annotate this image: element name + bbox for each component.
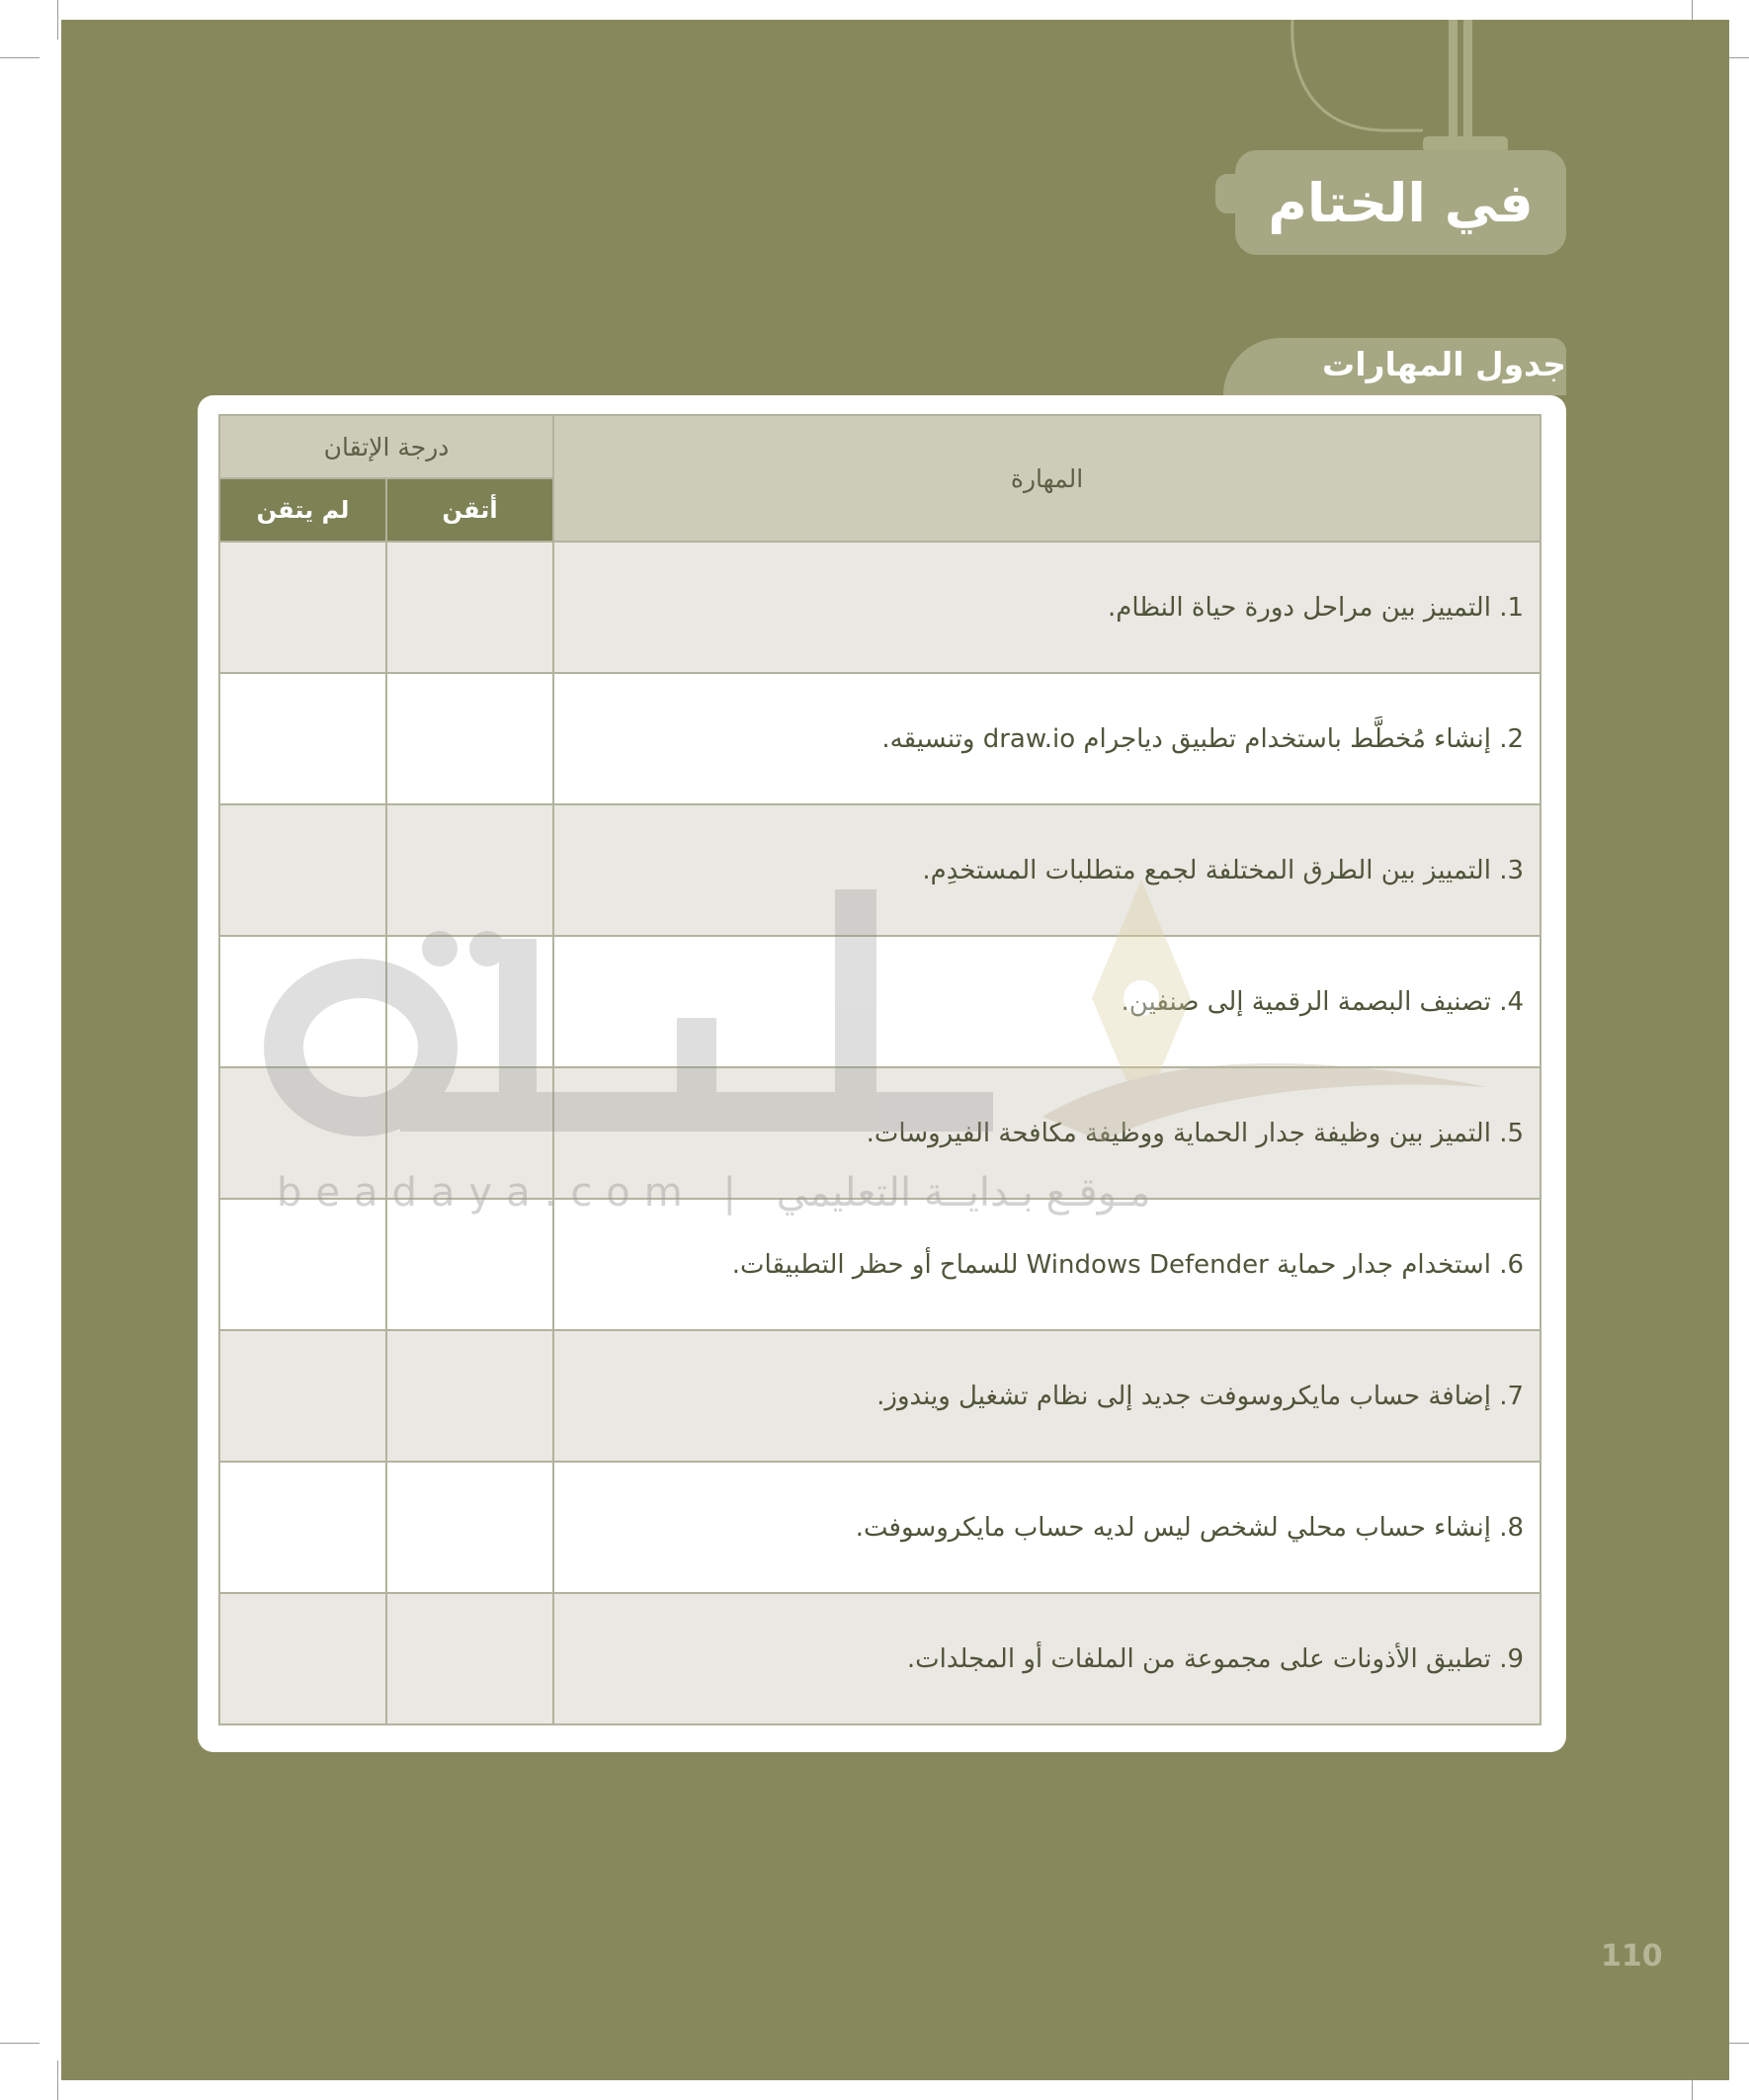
mastered-checkbox[interactable] — [386, 936, 553, 1067]
mastered-checkbox[interactable] — [386, 1462, 553, 1593]
table-row — [219, 804, 1541, 936]
page-number: 110 — [1601, 1939, 1663, 1974]
not-mastered-checkbox[interactable] — [219, 804, 386, 936]
mastered-checkbox[interactable] — [386, 1593, 553, 1724]
skill-text: 4. تصنيف البصمة الرقمية إلى صنفين. — [553, 936, 1541, 1067]
skill-header: المهارة — [553, 415, 1541, 542]
not-mastered-header: لم يتقن — [219, 478, 386, 542]
not-mastered-checkbox[interactable] — [219, 936, 386, 1067]
mastered-checkbox[interactable] — [386, 1067, 553, 1199]
table-row — [219, 1067, 1541, 1199]
skill-text: 8. إنشاء حساب محلي لشخص ليس لديه حساب مايكروسوفت. — [553, 1462, 1541, 1593]
cable-decoration-icon — [1275, 20, 1571, 168]
crop-mark — [57, 2060, 58, 2100]
not-mastered-checkbox[interactable] — [219, 1199, 386, 1330]
subheading: جدول المهارات — [1322, 345, 1566, 383]
skill-text: 5. التميز بين وظيفة جدار الحماية ووظيفة مكافحة الفيروسات. — [553, 1067, 1541, 1199]
crop-mark — [0, 2043, 40, 2044]
skill-text: 2. إنشاء مُخطَّط باستخدام تطبيق دياجرام draw.io وتنسيقه. — [553, 673, 1541, 804]
mastered-checkbox[interactable] — [386, 542, 553, 673]
section-title: في الختام — [1268, 171, 1534, 234]
skill-text: 3. التمييز بين الطرق المختلفة لجمع متطلبات المستخدِم. — [553, 804, 1541, 936]
not-mastered-checkbox[interactable] — [219, 673, 386, 804]
not-mastered-checkbox[interactable] — [219, 1330, 386, 1462]
table-row — [219, 1462, 1541, 1593]
table-row — [219, 936, 1541, 1067]
crop-mark — [57, 0, 58, 40]
crop-mark — [0, 57, 40, 58]
skill-text: 1. التمييز بين مراحل دورة حياة النظام. — [553, 542, 1541, 673]
not-mastered-checkbox[interactable] — [219, 1462, 386, 1593]
not-mastered-checkbox[interactable] — [219, 542, 386, 673]
mastered-checkbox[interactable] — [386, 1199, 553, 1330]
table-row — [219, 673, 1541, 804]
mastered-checkbox[interactable] — [386, 804, 553, 936]
table-row — [219, 1330, 1541, 1462]
skills-table — [218, 414, 1541, 1725]
skill-text: 6. استخدام جدار حماية Windows Defender للسماح أو حظر التطبيقات. — [553, 1199, 1541, 1330]
table-row — [219, 542, 1541, 673]
not-mastered-checkbox[interactable] — [219, 1593, 386, 1724]
mastered-header: أتقن — [386, 478, 553, 542]
watermark-caption: beadaya.com | مـوقـع بـدايــة التعليمي — [277, 1170, 1151, 1216]
table-row — [219, 1593, 1541, 1724]
mastered-checkbox[interactable] — [386, 673, 553, 804]
not-mastered-checkbox[interactable] — [219, 1067, 386, 1199]
mastery-header: درجة الإتقان — [219, 415, 553, 478]
skill-text: 9. تطبيق الأذونات على مجموعة من الملفات أو المجلدات. — [553, 1593, 1541, 1724]
skill-text: 7. إضافة حساب مايكروسوفت جديد إلى نظام تشغيل ويندوز. — [553, 1330, 1541, 1462]
mastered-checkbox[interactable] — [386, 1330, 553, 1462]
table-row — [219, 1199, 1541, 1330]
